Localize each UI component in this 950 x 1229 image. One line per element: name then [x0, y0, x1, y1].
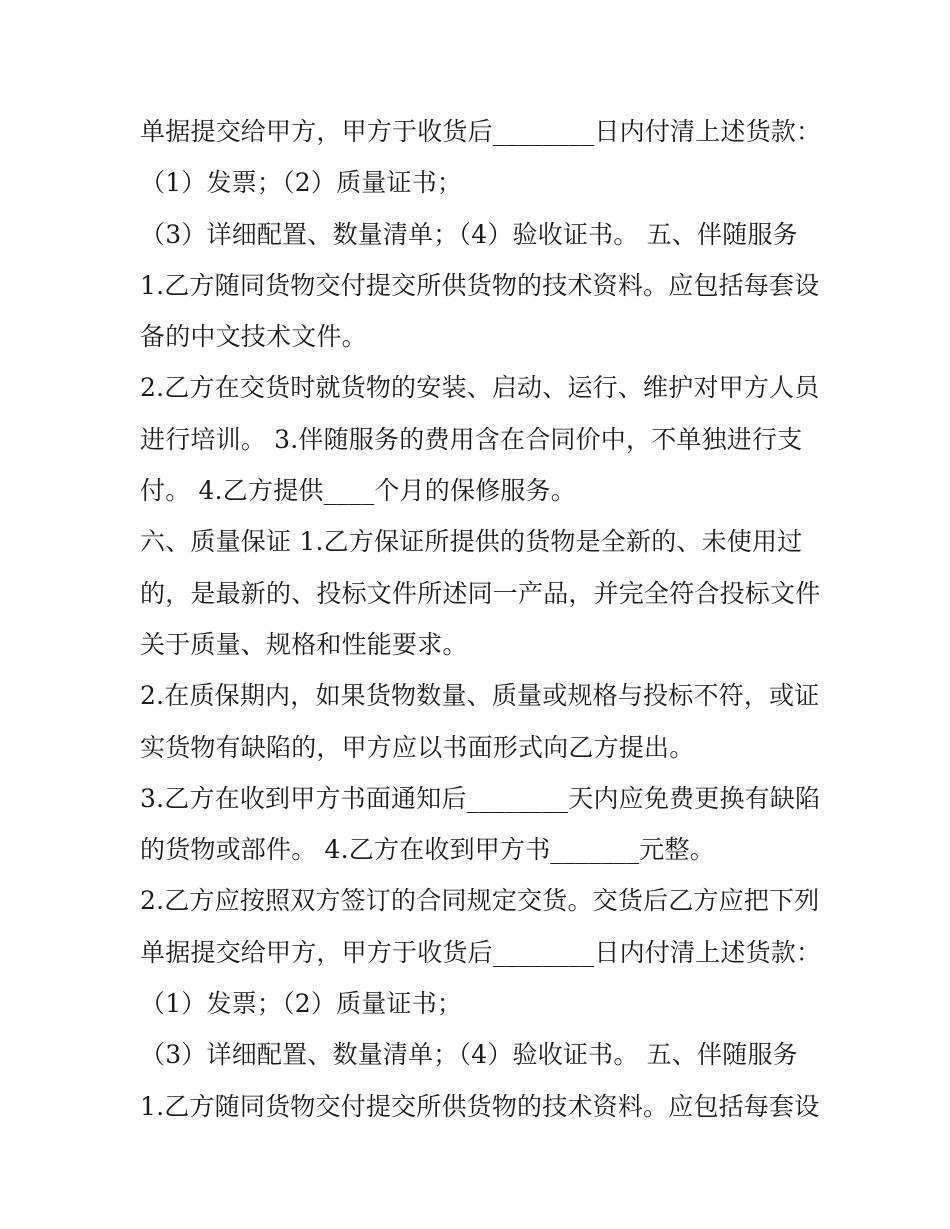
text-line: （1）发票；（2）质量证书；: [140, 168, 463, 198]
text-line: 1.乙方随同货物交付提交所供货物的技术资料。应包括每套设: [140, 270, 820, 300]
text-line: 付。 4.乙方提供____个月的保修服务。: [140, 476, 577, 506]
text-line: 的，是最新的、投标文件所述同一产品，并完全符合投标文件: [140, 578, 821, 608]
text-line: 2.在质保期内，如果货物数量、质量或规格与投标不符，或证: [140, 681, 820, 711]
text-line: 进行培训。 3.伴随服务的费用含在合同价中，不单独进行支: [140, 424, 803, 454]
text-line: 单据提交给甲方，甲方于收货后________日内付清上述货款：: [140, 117, 822, 146]
text-line: 2.乙方应按照双方签订的合同规定交货。交货后乙方应把下列: [140, 886, 820, 916]
text-line: 六、质量保证 1.乙方保证所提供的货物是全新的、未使用过: [140, 527, 803, 557]
text-line: 3.乙方在收到甲方书面通知后________天内应免费更换有缺陷: [140, 783, 821, 813]
text-line: （3）详细配置、数量清单；（4）验收证书。 五、伴随服务: [140, 1040, 798, 1070]
document-body: [140, 106, 830, 1132]
text-line: （3）详细配置、数量清单；（4）验收证书。 五、伴随服务: [140, 219, 798, 249]
text-line: 单据提交给甲方，甲方于收货后________日内付清上述货款：: [140, 937, 822, 967]
text-line: 备的中文技术文件。: [140, 322, 367, 352]
text-line: 1.乙方随同货物交付提交所供货物的技术资料。应包括每套设: [140, 1091, 820, 1121]
text-line: 的货物或部件。 4.乙方在收到甲方书_______元整。: [140, 835, 715, 865]
text-line: 2.乙方在交货时就货物的安装、启动、运行、维护对甲方人员: [140, 373, 820, 403]
text-line: （1）发票；（2）质量证书；: [140, 989, 463, 1019]
text-line: 关于质量、规格和性能要求。: [140, 629, 468, 659]
text-line: 实货物有缺陷的，甲方应以书面形式向乙方提出。: [140, 732, 695, 762]
